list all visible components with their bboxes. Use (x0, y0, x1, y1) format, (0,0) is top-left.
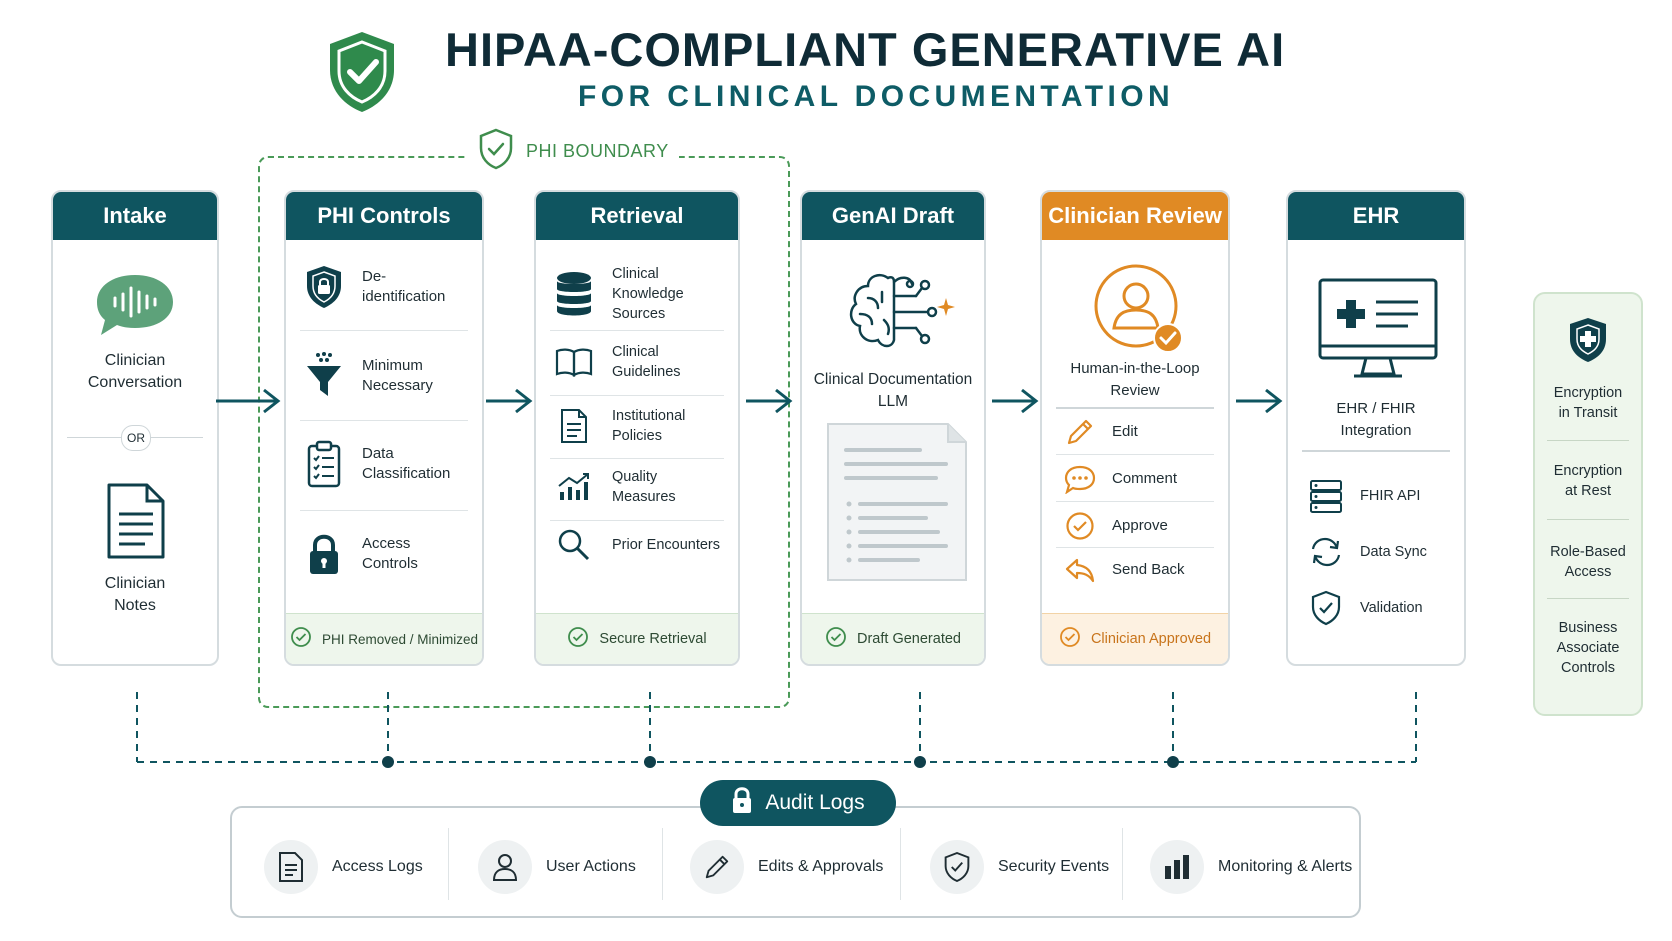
ehr-integration-label: EHR / FHIR Integration (1336, 400, 1416, 439)
retrieval-item-label: Prior Encounters (612, 537, 720, 553)
phi-item-label: Minimum Necessary (362, 357, 433, 394)
retrieval-item-label: Clinical Knowledge Sources (612, 266, 684, 322)
review-label: Human-in-the-Loop Review (1070, 360, 1200, 399)
audit-logs-title (700, 780, 896, 826)
ehr-title: EHR (1288, 192, 1464, 240)
audit-item-label: Security Events (998, 858, 1110, 875)
divider (1122, 828, 1123, 900)
audit-item-access-logs (264, 840, 423, 894)
or-badge: OR (121, 425, 151, 451)
retrieval-item-label: Institutional Policies (612, 408, 686, 444)
phi-item-label: Data Classification (362, 445, 451, 482)
review-status-text: Clinician Approved (1090, 631, 1212, 647)
audit-item-label: Edits & Approvals (758, 858, 884, 875)
genai-llm-label: Clinical Documentation LLM (813, 371, 973, 410)
retrieval-item-label: Quality Measures (612, 469, 676, 505)
intake-notes-label: Clinician Notes (104, 575, 166, 614)
review-action-label: Send Back (1112, 561, 1185, 578)
audit-logs-title-text: Audit Logs (765, 791, 865, 814)
review-action-label: Comment (1112, 470, 1178, 487)
review-action-label: Approve (1112, 517, 1168, 534)
audit-item-user-actions (478, 840, 636, 894)
genai-status-text: Draft Generated (857, 631, 961, 647)
phi-item-label: Access Controls (362, 535, 418, 572)
phi-status-text: PHI Removed / Minimized (321, 631, 479, 647)
document-icon (264, 840, 318, 894)
phi-controls-title: PHI Controls (286, 192, 482, 240)
audit-item-monitoring-alerts (1150, 840, 1352, 894)
shield-check-icon (930, 840, 984, 894)
intake-conversation-label: Clinician Conversation (87, 352, 183, 391)
page-title: HIPAA-COMPLIANT GENERATIVE AI (445, 23, 1286, 76)
security-item-rest: Encryption at Rest (1553, 463, 1623, 499)
ehr-item-label: Validation (1360, 600, 1423, 616)
retrieval-item-label: Clinical Guidelines (612, 344, 681, 380)
phi-boundary-text: PHI BOUNDARY (526, 141, 669, 161)
divider (662, 828, 663, 900)
phi-item-label: De-identification (362, 268, 446, 305)
audit-item-label: Access Logs (332, 858, 423, 875)
divider (900, 828, 901, 900)
retrieval-title: Retrieval (536, 192, 738, 240)
review-action-label: Edit (1112, 423, 1138, 440)
bar-chart-icon (1150, 840, 1204, 894)
intake-title: Intake (53, 192, 217, 240)
security-item-rbac: Role-Based Access (1550, 544, 1626, 580)
audit-item-label: User Actions (546, 858, 636, 875)
pencil-icon (690, 840, 744, 894)
padlock-icon (731, 786, 753, 820)
ehr-item-label: FHIR API (1360, 488, 1421, 504)
divider (448, 828, 449, 900)
page-subtitle: FOR CLINICAL DOCUMENTATION (578, 80, 1175, 113)
user-icon (478, 840, 532, 894)
audit-item-label: Monitoring & Alerts (1218, 858, 1353, 875)
genai-draft-title: GenAI Draft (802, 192, 984, 240)
ehr-item-label: Data Sync (1360, 544, 1427, 560)
audit-item-security-events (930, 840, 1109, 894)
clinician-review-title: Clinician Review (1042, 192, 1228, 240)
retrieval-status-text: Secure Retrieval (599, 631, 707, 647)
security-item-transit: Encryption in Transit (1553, 385, 1623, 421)
security-item-baa: Business Associate Controls (1556, 620, 1620, 676)
audit-item-edits-approvals (690, 840, 883, 894)
